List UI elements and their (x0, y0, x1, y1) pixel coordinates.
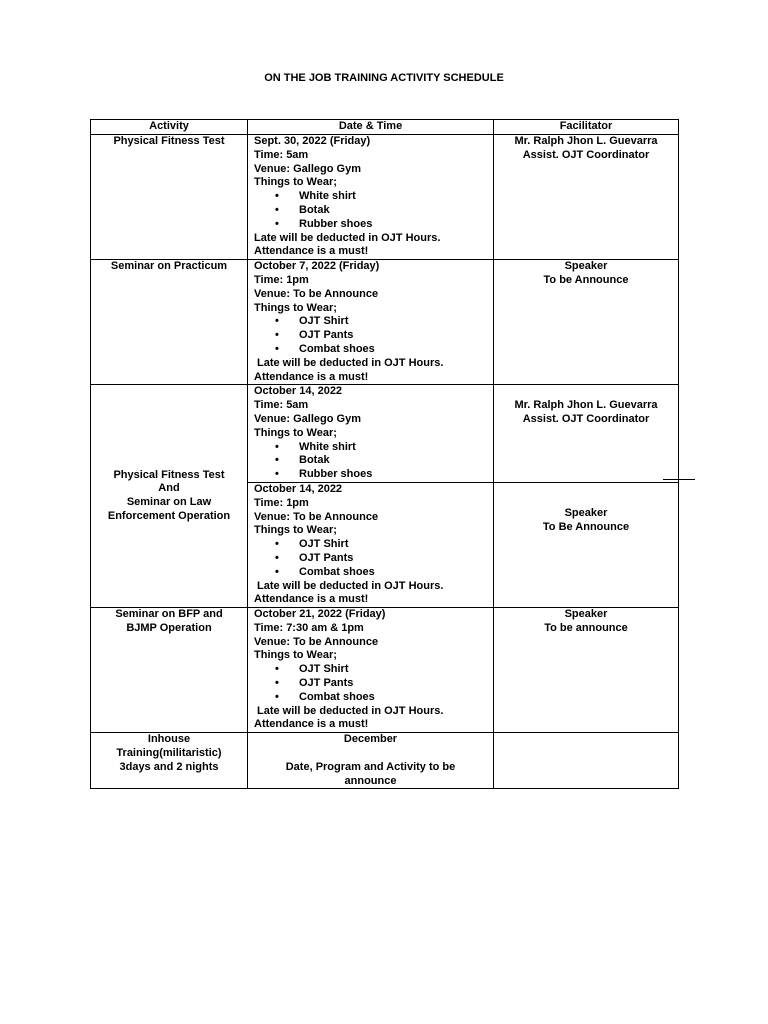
facilitator-name: Mr. Ralph Jhon L. Guevarra (514, 135, 658, 147)
wear-list (254, 190, 487, 231)
attendance-note: Attendance is a must! (254, 245, 369, 258)
facilitator-role: To be Announce (543, 273, 629, 286)
stray-line (663, 479, 695, 480)
time-text: Time: 7:30 am & 1pm (254, 621, 364, 634)
list-item: • OJT Pants (299, 552, 487, 566)
facilitator-role: To be announce (544, 621, 628, 634)
date-text: October 14, 2022 (254, 482, 343, 495)
attendance-note: Attendance is a must! (254, 370, 369, 383)
date-time-cell (248, 733, 494, 789)
table-row (91, 260, 679, 385)
activity-name: Physical Fitness Test (113, 468, 225, 481)
late-note: Late will be deducted in OJT Hours. (257, 356, 444, 369)
list-item: • White shirt (299, 441, 487, 455)
venue-text: Venue: Gallego Gym (254, 412, 361, 425)
spacer (254, 747, 487, 761)
facilitator-role: Assist. OJT Coordinator (522, 148, 650, 161)
list-item: • Combat shoes (299, 691, 487, 705)
activity-cell (91, 733, 248, 789)
activity-name: 3days and 2 nights (119, 760, 219, 773)
activity-name: Enforcement Operation (107, 510, 231, 523)
facilitator-role: To Be Announce (542, 520, 630, 533)
activity-cell (91, 608, 248, 733)
facilitator-cell (494, 733, 679, 789)
date-text: Sept. 30, 2022 (Friday) (254, 135, 371, 147)
schedule-table (90, 119, 679, 789)
list-item: • Rubber shoes (299, 218, 487, 232)
time-text: Time: 5am (254, 399, 309, 412)
venue-text: Venue: To be Announce (254, 510, 379, 523)
month-text: December (343, 733, 398, 746)
activity-cell (91, 135, 248, 260)
wear-list (254, 315, 487, 356)
table-row (91, 733, 679, 789)
venue-text: Venue: To be Announce (254, 287, 379, 300)
venue-text: Venue: Gallego Gym (254, 162, 361, 175)
wear-list (254, 441, 487, 482)
facilitator-cell (494, 260, 679, 385)
facilitator-cell (494, 385, 679, 483)
activity-cell (91, 385, 248, 608)
attendance-note: Attendance is a must! (254, 593, 369, 606)
time-text: Time: 5am (254, 148, 309, 161)
table-row (91, 135, 679, 260)
date-time-cell (248, 135, 494, 260)
list-item: • White shirt (299, 190, 487, 204)
facilitator-cell (494, 135, 679, 260)
header-date-time: Date & Time (248, 120, 494, 135)
list-item: • Botak (299, 454, 487, 468)
list-item: • Rubber shoes (299, 468, 487, 482)
activity-name: And (158, 482, 180, 495)
date-time-cell (248, 482, 494, 607)
date-text: October 7, 2022 (Friday) (254, 260, 380, 273)
detail-text: announce (344, 774, 397, 787)
date-text: October 21, 2022 (Friday) (254, 608, 386, 621)
wear-label: Things to Wear; (254, 426, 337, 439)
activity-name: Physical Fitness Test (113, 135, 225, 147)
document-title: ON THE JOB TRAINING ACTIVITY SCHEDULE (264, 72, 504, 84)
list-item: • Combat shoes (299, 566, 487, 580)
list-item: • Botak (299, 204, 487, 218)
wear-label: Things to Wear; (254, 301, 337, 314)
list-item: • OJT Shirt (299, 663, 487, 677)
wear-label: Things to Wear; (254, 176, 337, 189)
activity-name: Seminar on BFP and (115, 608, 223, 621)
activity-name: Inhouse (147, 733, 191, 746)
table-row (91, 385, 679, 483)
header-facilitator: Facilitator (494, 120, 679, 135)
venue-text: Venue: To be Announce (254, 635, 379, 648)
activity-name: Training(militaristic) (116, 747, 222, 760)
facilitator-role: Assist. OJT Coordinator (522, 413, 650, 426)
late-note: Late will be deducted in OJT Hours. (257, 579, 444, 592)
facilitator-cell (494, 608, 679, 733)
detail-text: Date, Program and Activity to be (285, 760, 456, 773)
facilitator-name: Speaker (564, 506, 608, 519)
date-time-cell (248, 260, 494, 385)
date-text: October 14, 2022 (254, 385, 343, 398)
list-item: • Combat shoes (299, 343, 487, 357)
wear-label: Things to Wear; (254, 649, 337, 662)
late-note: Late will be deducted in OJT Hours. (257, 704, 444, 717)
facilitator-name: Speaker (564, 260, 608, 273)
list-item: • OJT Shirt (299, 315, 487, 329)
list-item: • OJT Pants (299, 677, 487, 691)
date-time-cell (248, 385, 494, 483)
table-row (91, 608, 679, 733)
activity-name: BJMP Operation (126, 621, 212, 634)
list-item: • OJT Shirt (299, 538, 487, 552)
wear-list (254, 538, 487, 579)
facilitator-name: Speaker (564, 608, 608, 621)
activity-cell (91, 260, 248, 385)
late-note: Late will be deducted in OJT Hours. (254, 231, 441, 244)
wear-list (254, 663, 487, 704)
facilitator-name: Mr. Ralph Jhon L. Guevarra (514, 399, 658, 412)
facilitator-cell (494, 482, 679, 607)
date-time-cell (248, 608, 494, 733)
activity-name: Seminar on Practicum (110, 260, 228, 273)
time-text: Time: 1pm (254, 496, 309, 509)
header-activity: Activity (91, 120, 248, 135)
list-item: • OJT Pants (299, 329, 487, 343)
wear-label: Things to Wear; (254, 524, 337, 537)
attendance-note: Attendance is a must! (254, 718, 369, 731)
activity-name: Seminar on Law (126, 496, 212, 509)
table-header-row (91, 120, 679, 135)
time-text: Time: 1pm (254, 273, 309, 286)
